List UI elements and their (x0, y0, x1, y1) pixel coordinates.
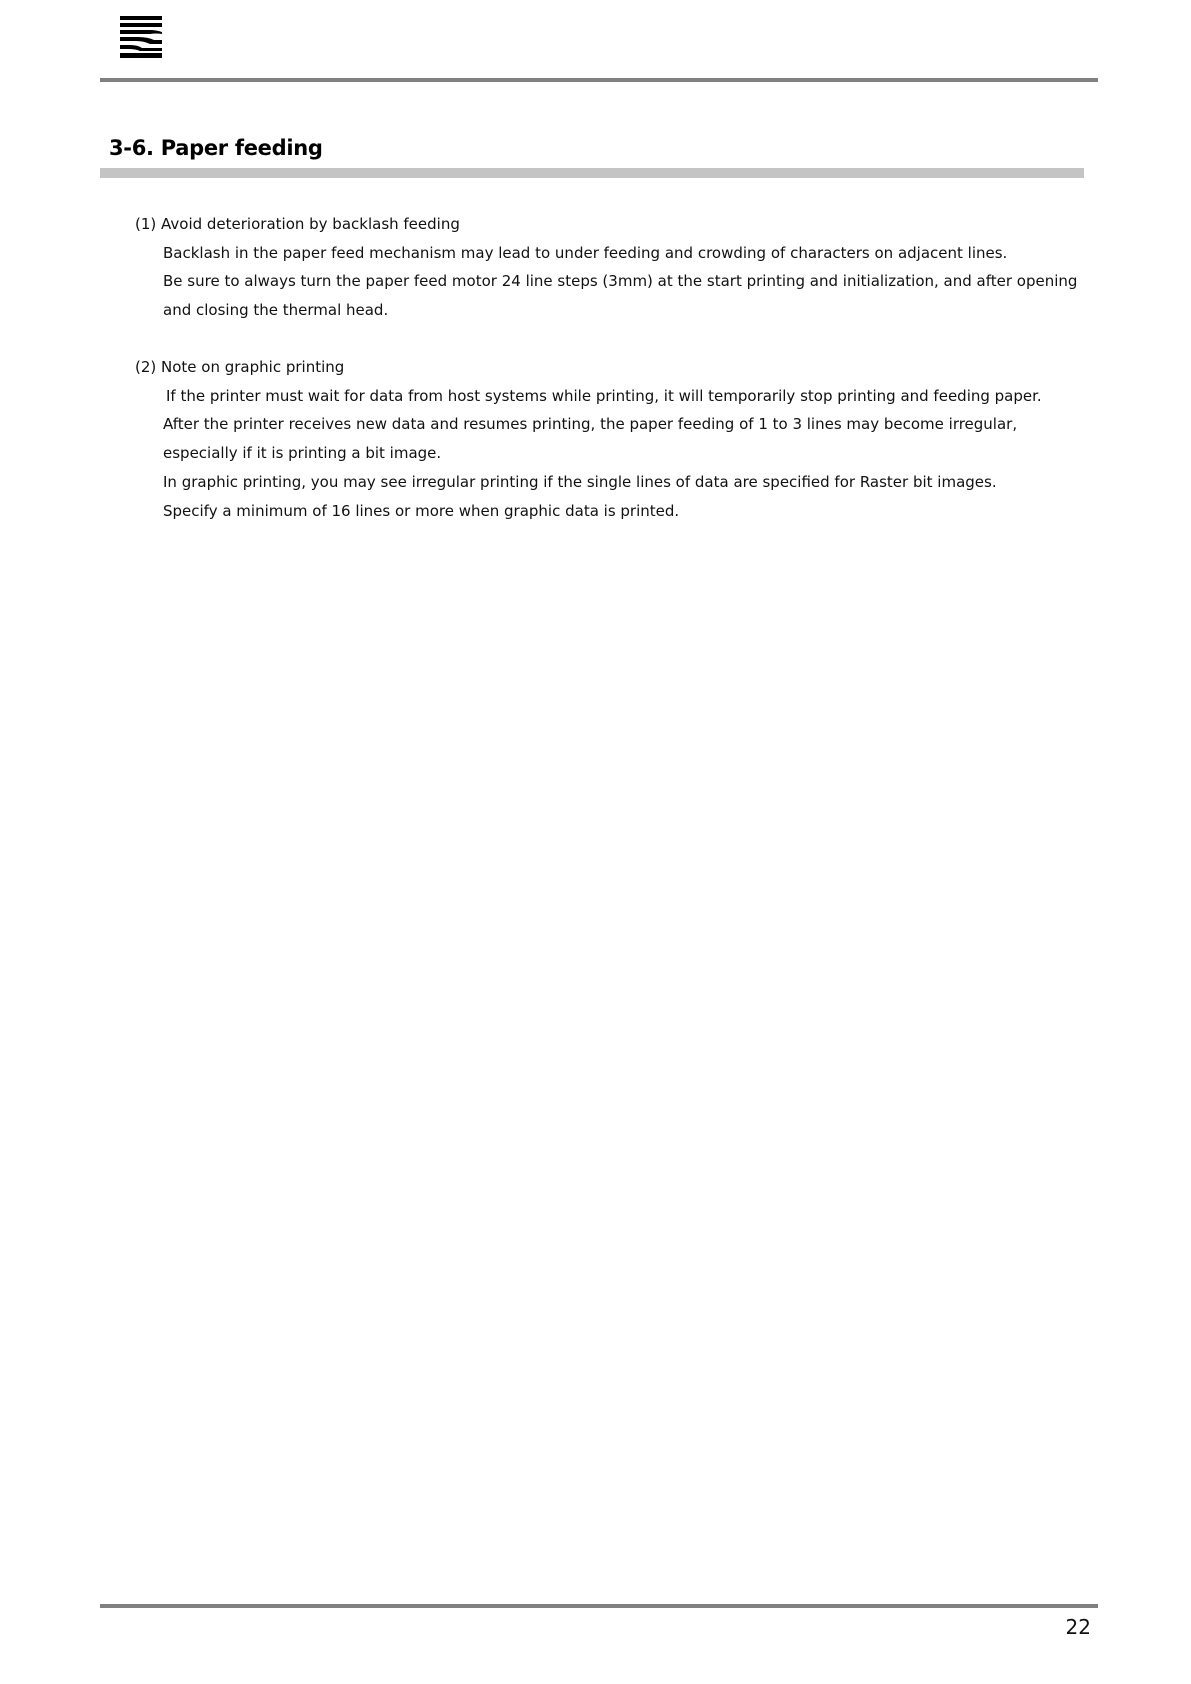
page-number: 22 (1065, 1615, 1091, 1639)
title-underline-bar (100, 168, 1084, 178)
item-text-line: Specify a minimum of 16 lines or more when graphic data is printed. (163, 501, 680, 520)
note-item-graphic-printing (135, 353, 1042, 525)
item-text-line: Be sure to always turn the paper feed motor 24 line steps (3mm) at the start printing and initialization, and after opening (163, 272, 1078, 291)
item-text-line: After the printer receives new data and resumes printing, the paper feeding of 1 to 3 lines may become irregular, (163, 415, 1018, 434)
note-item-backlash (135, 210, 1077, 325)
item-text-line: If the printer must wait for data from host systems while printing, it will temporarily stop printing and feeding paper. (166, 386, 1042, 405)
company-logo (120, 16, 162, 58)
item-text-line: Backlash in the paper feed mechanism may lead to under feeding and crowding of characters on adjacent lines. (163, 243, 1008, 262)
item-text-line: and closing the thermal head. (163, 301, 389, 320)
item-heading: (1) Avoid deterioration by backlash feeding (135, 215, 460, 233)
section-title: 3-6. Paper feeding (109, 136, 323, 160)
header-divider (100, 78, 1098, 82)
footer-divider (100, 1604, 1098, 1608)
item-heading: (2) Note on graphic printing (135, 358, 345, 376)
item-text-line: especially if it is printing a bit image. (163, 444, 442, 463)
logo-stripes-icon (120, 16, 162, 58)
item-text-line: In graphic printing, you may see irregular printing if the single lines of data are specified for Raster bit images. (163, 472, 997, 491)
